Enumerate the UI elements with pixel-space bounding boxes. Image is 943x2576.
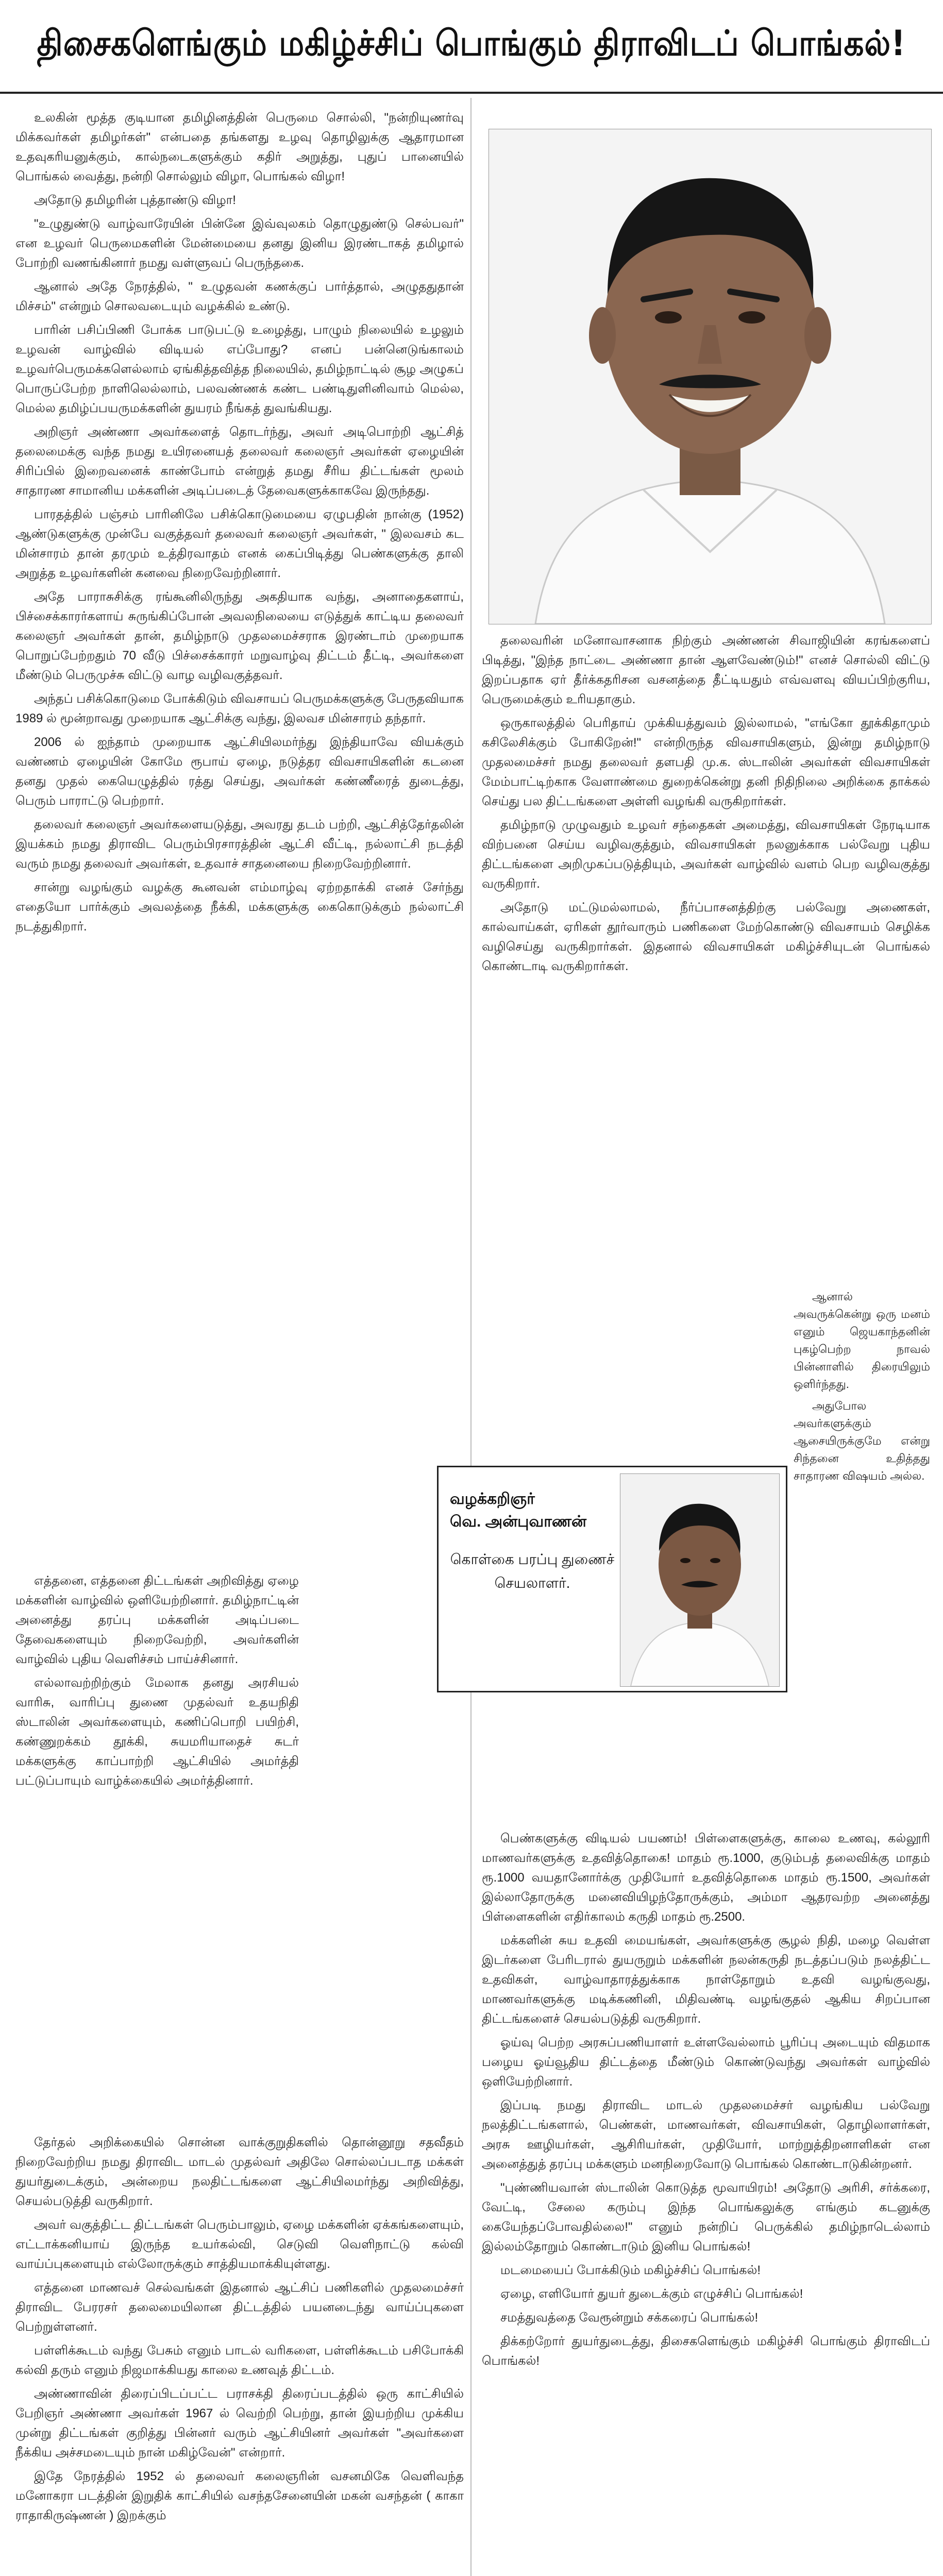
paragraph: தலைவரின் மனோவாசனாக நிற்கும் அண்ணன் சிவாஜியின் கரங்களைப் பிடித்து, "இந்த நாட்டை அண்ணா தான் ஆளவேண்டும்!" எனச் சொல்லி விட்டு இறப்பதாக ஏர் தீர்க்கதரிசன வசனத்தை தீட்டியதும் எவ்வளவு வியப்பிற்குரிய, பெருமைக்கும் உரியதாகும்.: [482, 634, 930, 706]
paragraph: சமத்துவத்தை வேரூன்றும் சக்கரைப் பொங்கல்!: [500, 2311, 759, 2325]
author-byline-box: [437, 1466, 787, 1692]
paragraph: சான்று வழங்கும் வழக்கு கூனவன் எம்மாழ்வு ஏற்றதாக்கி எனச் சேர்ந்து எதையோ பார்க்கும் அவலத்தை நீக்கி, மக்களுக்கு கைகொடுக்கும் நல்லாட்சி நடத்துகிறார்.: [15, 880, 464, 934]
paragraph: பள்ளிக்கூடம் வந்து பேசும் எனும் பாடல் வரிகளை, பள்ளிக்கூடம் பசிபோக்கி கல்வி தரும் எனும் நிஜமாக்கியது காலை உணவுத் திட்டம்.: [15, 2344, 464, 2377]
right-column: [482, 631, 930, 1327]
paragraph: 2006 ல் ஐந்தாம் முறையாக ஆட்சியிலமர்ந்து இந்தியாவே வியக்கும் வண்ணம் ஏழையின் கோமே ரூபாய் ஏழை, நடுத்தர விவசாயிகளின் கடனை தனது முதல் கையெழுத்தில் ரத்து செய்து, அவர்கள் கண்ணீரைத் துடைத்து, பெரும் பாராட்டு பெற்றார்.: [15, 735, 464, 808]
column-divider: [470, 98, 472, 2576]
left-bottom-column: [15, 2133, 464, 2576]
paragraph: இப்படி நமது திராவிட மாடல் முதலமைச்சர் வழங்கிய பல்வேறு நலத்திட்டங்களால், பெண்கள், மாணவர்கள், விவசாயிகள், தொழிலாளர்கள், அரசு ஊழியர்கள், ஆசிரியர்கள், முதியோர், மாற்றுத்திறனாளிகள் என அனைத்துத் தரப்பு மக்களும் மனநிறைவோடு பொங்கல் கொண்டாடுகின்றனர்.: [482, 2098, 930, 2171]
paragraph: ஆனால் அதே நேரத்தில், " உழுதவன் கணக்குப் பார்த்தால், அழுததுதான் மிச்சம்" என்றும் சொலவடையும் வழக்கில் உண்டு.: [15, 280, 464, 313]
author-title: கொள்கை பரப்பு துணைச் செயலாளர்.: [450, 1551, 615, 1591]
paragraph: ஒருகாலத்தில் பெரிதாய் முக்கியத்துவம் இல்லாமல், "எங்கோ தூக்கிதாமும் கசிலேசிக்கும் போகிறேன்!" என்றிருந்த விவசாயிகளும், இன்று தமிழ்நாடு முதலமைச்சர் நமது தலைவர் தளபதி மு.க. ஸ்டாலின் அவர்கள் விவசாயிகள் மேம்பாட்டிற்காக வேளாண்மை துறைக்கென்று தனி நிதிநிலை அறிக்கை தாக்கல் செய்து பல திட்டங்களை அள்ளி வழங்கி வருகிறார்கள்.: [482, 716, 930, 808]
portrait-illustration: [489, 129, 931, 624]
chief-minister-portrait: [489, 129, 932, 624]
paragraph: அந்தப் பசிக்கொடுமை போக்கிடும் விவசாயப் பெருமக்களுக்கு பேருதவியாக 1989 ல் மூன்றாவது முறையாக ஆட்சிக்கு வந்து, இலவச மின்சாரம் தந்தார்.: [15, 692, 464, 725]
paragraph: மடமையைப் போக்கிடும் மகிழ்ச்சிப் பொங்கல்!: [500, 2263, 761, 2277]
paragraph: தேர்தல் அறிக்கையில் சொன்ன வாக்குறுதிகளில் தொன்னூறு சதவீதம் நிறைவேற்றிய நமது திராவிட மாடல் முதல்வர் அதிலே சொல்லப்படாத மக்கள் துயர்துடைக்கும், அன்றைய நலதிட்டங்களை ஆட்சியிலமர்ந்து அறிவித்து, செயல்படுத்தி வருகிறார்.: [15, 2136, 464, 2208]
paragraph: அதே பாராசுசிக்கு ரங்கூனிலிருந்து அகதியாக வந்து, அனாதைகளாய், பிச்சைக்காரர்களாய் சுருங்கிப்போன் அவலநிலையை எடுத்துக் காட்டிய தலைவர் கலைஞர் அவர்கள் தான், தமிழ்நாடு முதலமைச்சராக இரண்டாம் முறையாக பொறுப்பேற்றதும் 70 வீடு பிச்சைக்காரர் மறுவாழ்வு திட்டம் தீட்டி, அவர்களை மீண்டும் பெருமுச்சு விட்டு வாழ வழிவகுத்தவர்.: [15, 590, 464, 682]
paragraph: பாரின் பசிப்பிணி போக்க பாடுபட்டு உழைத்து, பாழும் நிலையில் உழலும் உழவன் வாழ்வில் விடியல் எப்போது? எனப் பன்னெடுங்காலம் உழவர்பெருமக்களெல்லாம் ஏங்கித்தவித்த நிலையில், தமிழ்நாட்டில் சூழ அழுகப் பொருப்பேற்ற நாளிலெல்லாம், பலவண்ணக் கண்ட பண்டிதுளினிவாம் மெல்ல, மெல்ல தமிழ்ப்பயருமக்களின் துயரம் நீங்கத் துவங்கியது.: [15, 323, 464, 415]
paragraph: பெண்களுக்கு விடியல் பயணம்! பிள்ளைகளுக்கு, காலை உணவு, கல்லூரி மாணவர்களுக்கு உதவித்தொகை! மாதம் ரூ.1000, குடும்பத் தலைவிக்கு மாதம் ரூ.1000 வயதானோர்க்கு முதியோர் உதவித்தொகை மாதம் ரூ.1500, அவர்கள் இல்லாதோருக்கு மனைவியிழந்தோருக்கும், அம்மா ஆதரவற்ற அனைத்து பிள்ளைகளின் எதிர்காலம் கருதி மாதம் ரூ.2500.: [482, 1832, 930, 1924]
headline-banner: [0, 0, 943, 94]
author-name: வெ. அன்புவாணன்: [450, 1513, 587, 1530]
paragraph: இதே நேரத்தில் 1952 ல் தலைவர் கலைஞரின் வசனமிகே வெளிவந்த மனோகரா படத்தின் இறுதிக் காட்சியில் வசந்தசேனையின் மகன் வசந்தன் ( காகா ராதாகிருஷ்ணன் ) இறக்கும்: [15, 2469, 464, 2522]
paragraph: எல்லாவற்றிற்கும் மேலாக தனது அரசியல் வாரிசு, வாரிப்பு துணை முதல்வர் உதயநிதி ஸ்டாலின் அவர்களையும், கணிப்பொறி பயிற்சி, கண்ணுறக்கம் தூக்கி, சுயமரியாதைச் சுடர் மக்களுக்கு காப்பாற்றி ஆட்சியில் அமர்த்தி பட்டுப்பாயும் வாழ்க்கையில் அமர்த்தினார்.: [15, 1676, 299, 1788]
paragraph: எத்தனை மாணவச் செல்வங்கள் இதனால் ஆட்சிப் பணிகளில் முதலமைச்சர் திராவிட பேரரசர் தலைமையிலான திட்டத்தில் பயனடைந்து வாய்ப்புகளை பெற்றுள்ளனர்.: [15, 2281, 464, 2334]
author-portrait-illustration: [620, 1474, 779, 1686]
author-role: வழக்கறிஞர்: [450, 1490, 535, 1507]
right-mid-column: [794, 1288, 930, 1814]
byline-text: [450, 1488, 615, 1595]
paragraph: "உழுதுண்டு வாழ்வாரேயின் பின்னே இவ்வுலகம் தொழுதுண்டு செல்பவர்" என உழவர் பெருமைகளின் மேன்மையை தனது இனிய இரண்டாகத் தமிழால் போற்றி வணங்கினார் நமது வள்ளுவப் பெருந்தகை.: [15, 217, 464, 270]
paragraph: பாரதத்தில் பஞ்சம் பாரினிலே பசிக்கொடுமையை ஏழுபதின் நான்கு (1952) ஆண்டுகளுக்கு முன்பே வகுத்தவர் தலைவர் கலைஞர் அவர்கள், " இலவசம் கட மின்சாரம் தான் தரமும் உத்திரவாதம் எனக் கைப்பிடித்து பெண்களுக்கு தாலி அறுத்த உழவர்களின் கனவை நிறைவேற்றினார்.: [15, 507, 464, 580]
paragraph: அண்ணாவின் திரைப்பிடப்பட்ட பராசக்தி திரைப்படத்தில் ஒரு காட்சியில் பேறிஞர் அண்ணா அவர்கள் 1967 ல் வெற்றி பெற்று, தான் இயற்றிய முக்கிய முன்று திட்டங்கள் குறித்து பின்னர் வரும் ஆட்சியினர் அவர்கள் "அவர்களை நீக்கிய அச்சமடையும் நான் மகிழ்வேன்" என்றார்.: [15, 2387, 464, 2460]
left-mid-column: [15, 1571, 299, 2128]
paragraph: அறிஞர் அண்ணா அவர்களைத் தொடர்ந்து, அவர் அடிபொற்றி ஆட்சித் தலைமைக்கு வந்த நமது உயிரனையத் தலைவர் கலைஞர் அவர்கள் ஏழையின் சிரிப்பில் இறைவனைக் காண்போம் என்றுத் தமது சீரிய திட்டங்கள் மூலம் சாதாரண சாமானிய மக்களின் அடிப்படைத் தேவைகளுக்காகவே இருந்தது.: [15, 425, 464, 498]
left-column: [15, 108, 464, 1623]
right-bottom-column: [482, 1829, 930, 2576]
paragraph: மக்களின் சுய உதவி மையங்கள், அவர்களுக்கு சூழல் நிதி, மழை வெள்ள இடர்களை பேரிடரால் துயருறும் மக்களின் நலன்கருதி நடத்தப்படும் நலத்திட்ட உதவிகள், வாழ்வாதாரத்துக்காக நாள்தோறும் உதவி வழங்குவது, மாணவர்களுக்கு மடிக்கணினி, மிதிவண்டி வழங்குதல் ஆகிய சிறப்பான திட்டங்களைச் செயல்படுத்தி வருகிறார்.: [482, 1934, 930, 2026]
paragraph: அதுபோல அவர்களுக்கும் ஆசையிருக்குமே என்று சிந்தனை உதித்தது சாதாரண விஷயம் அல்ல.: [794, 1399, 930, 1482]
paragraph: உலகின் மூத்த குடியான தமிழினத்தின் பெருமை சொல்லி, "நன்றியுணர்வு மிக்கவர்கள் தமிழர்கள்" என்பதை தங்களது உழவு தொழிலுக்கு ஆதாரமான உதவுகரியனுக்கும், கால்நடைகளுக்கும் கதிர் அறுத்து, புதுப் பானையில் பொங்கல் வைத்து, நன்றி சொல்லும் விழா, பொங்கல் விழா!: [15, 111, 464, 183]
paragraph: ஆனால் அவருக்கென்று ஒரு மனம் எனும் ஜெயகாந்தனின் புகழ்பெற்ற நாவல் பின்னாளில் திரையிலும் ஒளிர்ந்தது.: [794, 1290, 930, 1391]
paragraph: தலைவர் கலைஞர் அவர்களையடுத்து, அவரது தடம் பற்றி, ஆட்சித்தேர்தலின் இயக்கம் நமது திராவிட பெரும்பிரசாரத்தின் ஆட்சி வீட்டி, நல்லாட்சி நடத்தி வரும் நமது தலைவர் அவர்கள், உதவாச் சாதனையை நிறைவேற்றினார்.: [15, 818, 464, 871]
paragraph: ஓய்வு பெற்ற அரசுப்பணியாளர் உள்ளவேல்லாம் பூரிப்பு அடையும் விதமாக பழைய ஓய்வூதிய திட்டத்தை மீண்டும் கொண்டுவந்து அவர்கள் வாழ்வில் ஒளியேற்றினார்.: [482, 2036, 930, 2089]
paragraph: அவர் வகுத்திட்ட திட்டங்கள் பெரும்பாலும், ஏழை மக்களின் ஏக்கங்களையும், எட்டாக்கனியாய் இருந்த உயர்கல்வி, செடுவி வெளிநாட்டு கல்வி வாய்ப்புகளையும் எல்லோருக்கும் சாத்தியமாக்கியுள்ளது.: [15, 2218, 464, 2271]
headline-title: திசைகளெங்கும் மகிழ்ச்சிப் பொங்கும் திராவிடப் பொங்கல்!: [37, 23, 906, 64]
paragraph: எத்தனை, எத்தனை திட்டங்கள் அறிவித்து ஏழை மக்களின் வாழ்வில் ஒளியேற்றினார். தமிழ்நாட்டின் அனைத்து தரப்பு மக்களின் அடிப்படை தேவைகளையும் நிறைவேற்றி, அவர்களின் வாழ்வில் புதிய வெளிச்சம் பாய்ச்சினார்.: [15, 1574, 299, 1666]
paragraph: அதோடு தமிழரின் புத்தாண்டு விழா!: [34, 193, 236, 207]
paragraph: திக்கற்றோர் துயர்துடைத்து, திசைகளெங்கும் மகிழ்ச்சி பொங்கும் திராவிடப் பொங்கல்!: [482, 2334, 930, 2368]
paragraph: தமிழ்நாடு முழுவதும் உழவர் சந்தைகள் அமைத்து, விவசாயிகள் நேரடியாக விற்பனை செய்ய வழிவகுத்தும், விவசாயிகள் நலனுக்காக பல்வேறு புதிய திட்டங்களை அறிமுகப்படுத்தியும், அவர்கள் வாழ்வில் வளம் பெற வழிவகுத்து வருகிறார்.: [482, 818, 930, 891]
paragraph: "புண்ணியவான் ஸ்டாலின் கொடுத்த மூவாயிரம்! அதோடு அரிசி, சர்க்கரை, வேட்டி, சேலை கரும்பு இந்த பொங்கலுக்கு எங்கும் கடனுக்கு கையேந்தப்போவதில்லை!" எனும் நன்றிப் பெருக்கில் தமிழ்நாடெல்லாம் இல்லம்தோறும் கொண்டாடும் இனிய பொங்கல்!: [482, 2181, 930, 2253]
paragraph: ஏழை, எளியோர் துயர் துடைக்கும் எழுச்சிப் பொங்கல்!: [500, 2287, 803, 2301]
paragraph: அதோடு மட்டுமல்லாமல், நீர்ப்பாசனத்திற்கு பல்வேறு அணைகள், கால்வாய்கள், ஏரிகள் தூர்வாரும் பணிகளை மேற்கொண்டு விவசாயம் செழிக்க வழிசெய்து வருகிறார்கள். இதனால் விவசாயிகள் மகிழ்ச்சியுடன் பொங்கல் கொண்டாடி வருகிறார்கள்.: [482, 901, 930, 973]
author-portrait: [620, 1473, 780, 1687]
